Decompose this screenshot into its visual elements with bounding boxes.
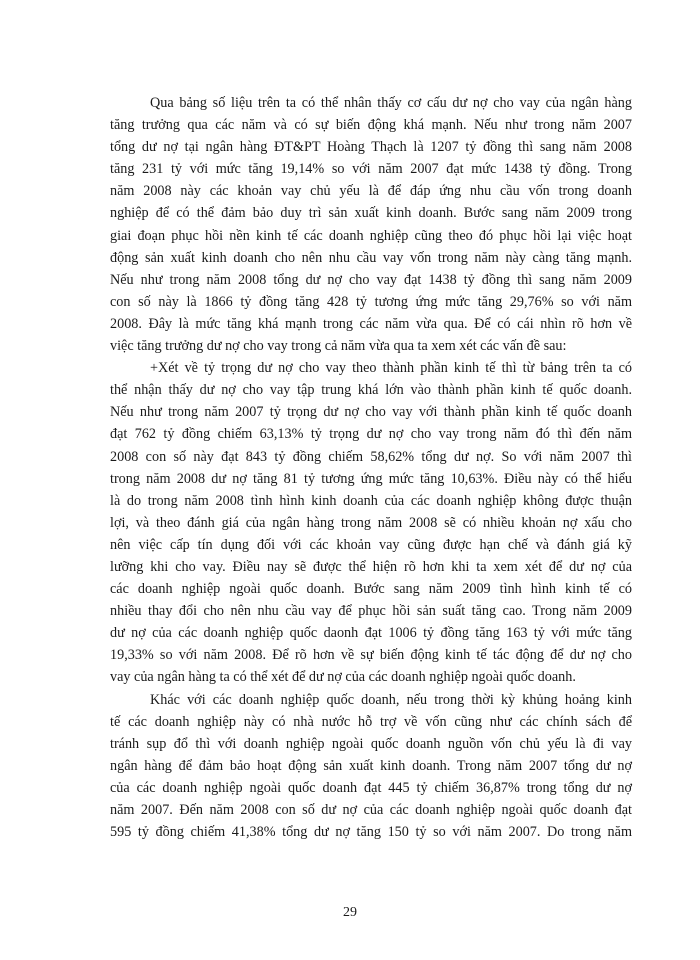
text-line: lưỡng khi cho vay. Điều nay sẽ được thể hiện rõ hơn khi ta xem xét để dư nợ của: [110, 558, 632, 575]
body-text: [110, 92, 632, 843]
text-line: việc tăng trưởng dư nợ cho vay trong cả năm vừa qua ta xem xét các vấn đề sau:: [110, 338, 567, 355]
text-line: đạt 762 tỷ đồng chiếm 63,13% tỷ trọng dư nợ cho vay trong năm đó thì đến năm: [110, 426, 632, 443]
text-line: tổng dư nợ tại ngân hàng ĐT&PT Hoàng Thạch là 1207 tỷ đồng thì sang năm 2008: [110, 139, 632, 156]
text-line: tăng trưởng qua các năm và có sự biến động khá mạnh. Nếu như trong năm 2007: [110, 117, 632, 134]
text-line: Nếu như trong năm 2007 tỷ trọng dư nợ cho vay với thành phần kinh tế quốc doanh: [110, 404, 632, 421]
text-line: của các doanh nghiệp ngoài quốc doanh đạt 445 tỷ chiếm 36,87% trong tổng dư nợ: [110, 779, 632, 796]
text-line: +Xét về tỷ trọng dư nợ cho vay theo thành phần kinh tế thì từ bảng trên ta có: [150, 360, 632, 377]
text-line: dư nợ của các doanh nghiệp quốc daonh đạt 1006 tỷ đồng tăng 163 tỷ với mức tăng: [110, 625, 632, 642]
text-line: vay của ngân hàng ta có thể xét để dư nợ của các doanh nghiệp ngoài quốc doanh.: [110, 669, 576, 686]
text-line: thể nhận thấy dư nợ cho vay tập trung khá lớn vào thành phần kinh tế quốc doanh.: [110, 382, 632, 399]
text-line: tế các doanh nghiệp này có nhà nước hỗ trợ về vốn cũng như các chính sách để: [110, 713, 632, 730]
text-line: giai đoạn phục hồi nền kinh tế các doanh nghiệp cũng theo đó phục hồi lại việc hoạt: [110, 227, 632, 244]
paragraph: [110, 92, 632, 357]
text-line: Nếu như trong năm 2008 tổng dư nợ cho vay đạt 1438 tỷ đồng thì sang năm 2009: [110, 271, 632, 288]
text-line: tăng 231 tỷ với mức tăng 19,14% so với năm 2007 đạt mức 1438 tỷ đồng. Trong: [110, 161, 632, 178]
text-line: trong năm 2008 dư nợ tăng 81 tỷ tương ứng mức tăng 10,63%. Điều này có thể hiểu: [110, 470, 632, 487]
text-line: 595 tỷ đồng chiếm 41,38% tổng dư nợ tăng 150 tỷ so với năm 2007. Do trong năm: [110, 824, 632, 841]
text-line: ngân hàng để đảm bảo hoạt động sản xuất kinh doanh. Trong năm 2007 tổng dư nợ: [110, 757, 632, 774]
text-line: 2008. Đây là mức tăng khá mạnh trong các năm vừa qua. Để có cái nhìn rõ hơn về: [110, 315, 632, 332]
page-number: 29: [343, 905, 357, 920]
paragraph: [110, 689, 632, 844]
text-line: tránh sụp đổ thì với doanh nghiệp ngoài quốc doanh nguồn vốn chủ yếu là đi vay: [110, 735, 632, 752]
text-line: con số này là 1866 tỷ đồng tăng 428 tỷ tương ứng mức tăng 29,76% so với năm: [110, 293, 632, 310]
text-line: các doanh nghiệp ngoài quốc doanh. Bước sang năm 2009 tình hình kinh tế có: [110, 581, 632, 598]
text-line: nghiệp để có thể đảm bảo duy trì sản xuất kinh doanh. Bước sang năm 2009 trong: [110, 205, 632, 222]
paragraph: [110, 357, 632, 688]
text-line: lợi, và theo đánh giá của ngân hàng trong năm 2008 sẽ có nhiều khoản nợ xấu cho: [110, 514, 632, 531]
text-line: năm 2007. Đến năm 2008 con số dư nợ của các doanh nghiệp ngoài quốc doanh đạt: [110, 802, 632, 818]
text-line: là do trong năm 2008 tình hình kinh doanh của các doanh nghiệp không được thuận: [110, 492, 632, 509]
text-line: động sản xuất kinh doanh cho nên nhu cầu vay vốn trong năm này càng tăng mạnh.: [110, 249, 632, 266]
text-line: năm 2008 này các khoản vay chủ yếu là để đáp ứng nhu cầu vốn trong doanh: [110, 183, 632, 200]
text-line: Khác với các doanh nghiệp quốc doanh, nếu trong thời kỳ khủng hoảng kinh: [150, 691, 632, 708]
text-line: Qua bảng số liệu trên ta có thể nhân thấy cơ cấu dư nợ cho vay của ngân hàng: [150, 95, 632, 111]
text-line: nên việc cấp tín dụng đối với các khoản vay cũng được hạn chế và đánh giá kỹ: [110, 536, 632, 553]
text-line: 19,33% so với năm 2008. Để rõ hơn về sự biến động kinh tế tác động để dư nợ cho: [110, 647, 632, 664]
text-line: nhiều thay đổi cho nên nhu cầu vay để phục hồi sản suất tăng cao. Trong năm 2009: [110, 603, 632, 620]
text-line: 2008 con số này đạt 843 tỷ đồng chiếm 58,62% tổng dư nợ. So với năm 2007 thì: [110, 448, 632, 465]
